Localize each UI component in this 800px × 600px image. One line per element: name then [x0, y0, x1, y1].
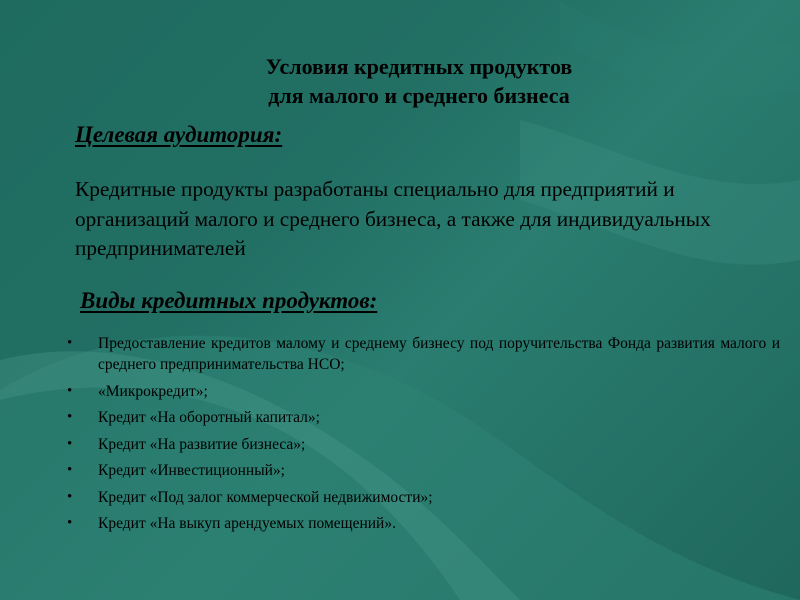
- bullet-icon: •: [67, 335, 73, 351]
- slide-title: [0, 52, 800, 110]
- list-item: [67, 381, 780, 402]
- products-heading: Виды кредитных продуктов:: [80, 288, 378, 313]
- bullet-icon: •: [67, 435, 73, 452]
- list-item: [67, 460, 780, 481]
- list-item-text: Кредит «На оборотный капитал»;: [98, 409, 320, 426]
- bullet-icon: •: [67, 488, 73, 505]
- products-list: [67, 333, 780, 540]
- bullet-icon: •: [67, 409, 73, 425]
- list-item-text: Кредит «На развитие бизнеса»;: [98, 435, 306, 453]
- bullet-icon: •: [67, 515, 73, 531]
- list-item-text: «Микрокредит»;: [98, 382, 208, 400]
- list-item: [67, 487, 780, 508]
- list-item: [67, 513, 780, 534]
- list-item-text: Кредит «На выкуп арендуемых помещений».: [98, 515, 396, 532]
- slide-title-line-1: Условия кредитных продуктов: [265, 54, 573, 79]
- list-item: [67, 434, 780, 455]
- audience-text: Кредитные продукты разработаны специально для предприятий и организаций малого и среднего бизнеса, а также для индивидуальных предпринимателей: [75, 177, 711, 260]
- audience-heading: Целевая аудитория:: [75, 122, 283, 147]
- list-item-text: Кредит «Под залог коммерческой недвижимости»;: [98, 488, 433, 506]
- list-item-text: Предоставление кредитов малому и среднему бизнесу под поручительства Фонда развития малого и среднего предпринимательства НСО;: [98, 335, 780, 373]
- list-item: [67, 333, 780, 375]
- bullet-icon: •: [67, 462, 73, 478]
- bullet-icon: •: [67, 382, 73, 399]
- list-item: [67, 407, 780, 428]
- list-item-text: Кредит «Инвестиционный»;: [98, 462, 285, 479]
- slide-title-line-2: для малого и среднего бизнеса: [268, 83, 570, 108]
